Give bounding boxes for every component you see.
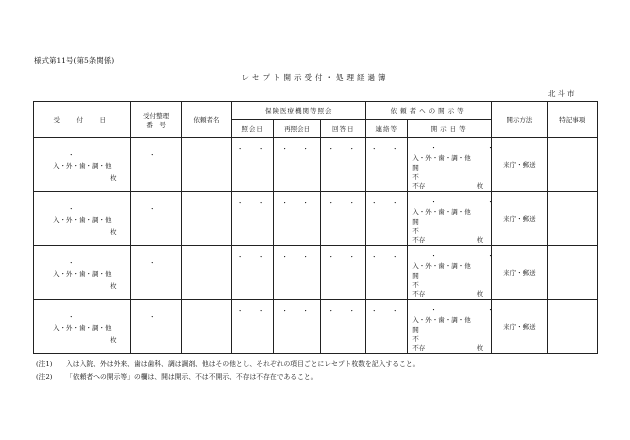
header-receipt-date: 受 付 日 (34, 102, 131, 138)
table-row (34, 138, 598, 192)
disclosure-not-open-label: 不 (412, 281, 419, 289)
receipt-categories: 入・外・歯・調・他 (52, 324, 112, 332)
receipt-sheets-label: 枚 (109, 336, 117, 344)
table-row (34, 192, 598, 246)
disclosure-open-label: 開 (412, 326, 419, 334)
remarks-cell[interactable] (547, 300, 597, 354)
disclosure-date-dots: ・ ・ (430, 252, 516, 260)
note-line (36, 371, 419, 384)
disclosure-date-cell[interactable] (408, 300, 516, 354)
register-table (33, 101, 598, 354)
disclosure-date-dots: ・ ・ (430, 198, 516, 206)
control-number-cell[interactable] (131, 246, 181, 300)
disclosure-not-open-label: 不 (412, 227, 419, 235)
receipt-date-cell[interactable] (34, 246, 190, 300)
disclosure-not-exist-label: 不存 (412, 182, 426, 190)
requester-cell[interactable] (181, 192, 231, 246)
disclosure-not-exist-label: 不存 (412, 290, 426, 298)
disclosure-categories: 入・外・歯・調・他 (412, 262, 471, 270)
re-inquiry-date-dots: ・ ・ (281, 145, 313, 153)
receipt-categories: 入・外・歯・調・他 (52, 162, 112, 170)
receipt-categories: 入・外・歯・調・他 (52, 216, 112, 224)
disclosure-categories: 入・外・歯・調・他 (412, 316, 471, 324)
requester-cell[interactable] (181, 138, 231, 192)
inquiry-date-dots: ・ ・ (236, 253, 269, 261)
table-row (34, 300, 598, 354)
control-number-cell[interactable] (131, 192, 181, 246)
note-line (36, 358, 419, 371)
answer-date-cell[interactable] (321, 138, 366, 192)
answer-date-cell[interactable] (321, 246, 366, 300)
note-label: (注1) (36, 360, 53, 368)
disclosure-sheets-label: 枚 (476, 236, 484, 244)
method-value: 来庁・郵送 (503, 269, 536, 277)
receipt-date-cell[interactable] (34, 138, 190, 192)
receipt-date-dots: ・ ・ (68, 313, 190, 321)
remarks-cell[interactable] (547, 138, 597, 192)
disclosure-date-cell[interactable] (408, 138, 516, 192)
contact-cell[interactable] (366, 300, 408, 354)
receipt-date-cell[interactable] (34, 192, 190, 246)
header-institution-group: 保険医療機関等照会 (232, 102, 366, 120)
disclosure-not-open-label: 不 (412, 335, 419, 343)
header-inquiry-date: 照会日 (232, 120, 274, 138)
note-label: (注2) (36, 373, 53, 381)
header-contact: 連絡等 (366, 120, 408, 138)
header-remarks: 特記事項 (547, 102, 597, 138)
inquiry-date-cell[interactable] (232, 300, 274, 354)
header-method: 開示方法 (492, 102, 548, 138)
answer-date-dots: ・ ・ (327, 307, 359, 315)
contact-dots: ・ ・ (370, 307, 403, 315)
answer-date-cell[interactable] (321, 192, 366, 246)
disclosure-sheets-label: 枚 (476, 290, 484, 298)
header-answer-date: 回答日 (321, 120, 366, 138)
receipt-date-dots: ・ ・ (68, 205, 190, 213)
notes (36, 358, 419, 384)
header-re-inquiry-date: 再照会日 (274, 120, 321, 138)
form-number: 様式第11号(第5条関係) (34, 56, 115, 65)
answer-date-dots: ・ ・ (327, 253, 359, 261)
contact-dots: ・ ・ (370, 199, 403, 207)
disclosure-categories: 入・外・歯・調・他 (412, 208, 471, 216)
header-control-number-line2: 番 号 (146, 120, 166, 129)
answer-date-cell[interactable] (321, 300, 366, 354)
re-inquiry-date-cell[interactable] (274, 300, 321, 354)
inquiry-date-cell[interactable] (232, 138, 274, 192)
receipt-sheets-label: 枚 (109, 228, 117, 236)
disclosure-categories: 入・外・歯・調・他 (412, 154, 471, 162)
disclosure-sheets-label: 枚 (476, 344, 484, 352)
note-text: 入は入院、外は外来、歯は歯科、調は調剤、他はその他とし、それぞれの項目ごとにレセプト枚数を記入すること。 (66, 360, 420, 368)
disclosure-date-dots: ・ ・ (430, 306, 516, 314)
requester-cell[interactable] (181, 300, 231, 354)
re-inquiry-date-dots: ・ ・ (281, 199, 313, 207)
receipt-categories: 入・外・歯・調・他 (52, 270, 112, 278)
re-inquiry-date-dots: ・ ・ (281, 253, 313, 261)
inquiry-date-dots: ・ ・ (236, 307, 269, 315)
inquiry-date-dots: ・ ・ (236, 199, 269, 207)
receipt-date-dots: ・ ・ (68, 151, 190, 159)
remarks-cell[interactable] (547, 192, 597, 246)
city-name: 北斗市 (548, 89, 577, 98)
inquiry-date-dots: ・ ・ (236, 145, 269, 153)
method-value: 来庁・郵送 (503, 161, 536, 169)
disclosure-date-cell[interactable] (408, 192, 516, 246)
header-requester: 依頼者名 (181, 102, 231, 138)
note-text: 「依頼者への開示等」の欄は、開は開示、不は不開示、不存は不存在であること。 (66, 373, 318, 381)
disclosure-sheets-label: 枚 (476, 182, 484, 190)
receipt-date-dots: ・ ・ (68, 259, 190, 267)
disclosure-open-label: 開 (412, 218, 419, 226)
receipt-date-cell[interactable] (34, 300, 190, 354)
disclosure-open-label: 開 (412, 272, 419, 280)
requester-cell[interactable] (181, 246, 231, 300)
answer-date-dots: ・ ・ (327, 199, 359, 207)
disclosure-not-exist-label: 不存 (412, 236, 426, 244)
disclosure-not-exist-label: 不存 (412, 344, 426, 352)
contact-dots: ・ ・ (370, 145, 403, 153)
contact-cell[interactable] (366, 138, 408, 192)
disclosure-date-dots: ・ ・ (430, 144, 516, 152)
remarks-cell[interactable] (547, 246, 597, 300)
table-row (34, 246, 598, 300)
re-inquiry-date-dots: ・ ・ (281, 307, 313, 315)
page-title: レセプト開示受付・処理経過簿 (241, 73, 389, 82)
method-value: 来庁・郵送 (503, 215, 536, 223)
re-inquiry-date-cell[interactable] (274, 246, 321, 300)
disclosure-open-label: 開 (412, 164, 419, 172)
inquiry-date-cell[interactable] (232, 192, 274, 246)
answer-date-dots: ・ ・ (327, 145, 359, 153)
re-inquiry-date-cell[interactable] (274, 192, 321, 246)
contact-cell[interactable] (366, 192, 408, 246)
control-number-cell[interactable] (131, 300, 181, 354)
re-inquiry-date-cell[interactable] (274, 138, 321, 192)
header-control-number-line1: 受付整理 (143, 111, 170, 120)
control-number-cell[interactable] (131, 138, 181, 192)
inquiry-date-cell[interactable] (232, 246, 274, 300)
contact-dots: ・ ・ (370, 253, 403, 261)
header-disclosure-group: 依頼者への開示等 (366, 102, 492, 120)
contact-cell[interactable] (366, 246, 408, 300)
receipt-sheets-label: 枚 (109, 282, 117, 290)
disclosure-not-open-label: 不 (412, 173, 419, 181)
method-value: 来庁・郵送 (503, 323, 536, 331)
receipt-sheets-label: 枚 (109, 174, 117, 182)
header-disclosure-date: 開示日等 (408, 120, 492, 138)
header-control-number (131, 102, 181, 138)
disclosure-date-cell[interactable] (408, 246, 516, 300)
